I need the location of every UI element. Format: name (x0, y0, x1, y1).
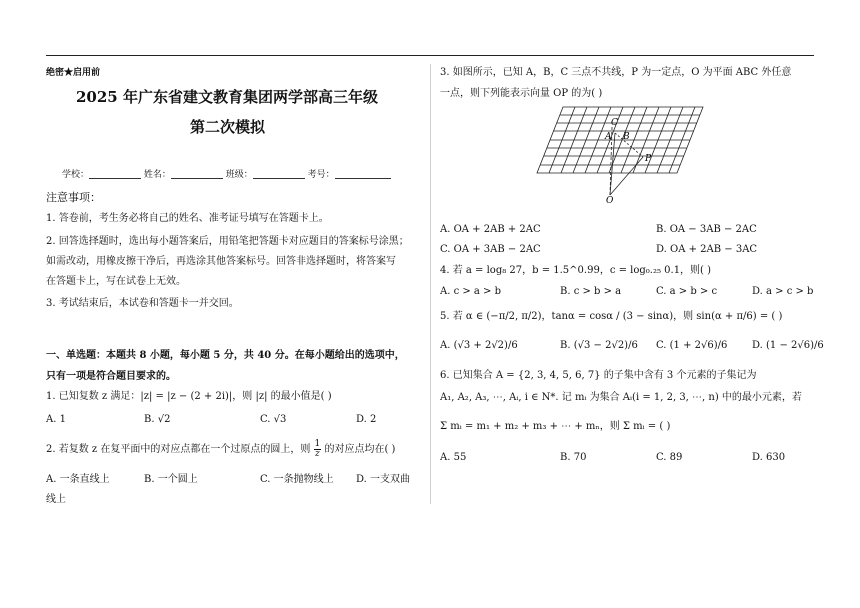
secret-label: 绝密★启用前 (46, 68, 101, 78)
q6-stem-sum: Σ mᵢ = m₁ + m₂ + m₃ + ⋯ + mₙ，则 Σ mᵢ = ( ) (440, 421, 671, 432)
q6-stem: 6. 已知集合 A = {2, 3, 4, 5, 6, 7} 的子集中含有 3 个元素的子集记为 (440, 370, 757, 381)
note-3: 3. 考试结束后，本试卷和答题卡一并交回。 (46, 298, 239, 309)
q5-stem: 5. 若 α ∈ (−π/2, π/2)，tanα = cosα / (3 − sinα)，则 sin(α + π/6) = ( ) (440, 311, 783, 322)
note-2-cont: 如需改动，用橡皮擦干净后，再选涂其他答案标号。回答非选择题时，将答案写 (46, 256, 396, 267)
q3-stem-cont: 一点，则下列能表示向量 OP 的为( ) (440, 88, 603, 99)
note-2-end: 在答题卡上，写在试卷上无效。 (46, 276, 186, 287)
info-line (62, 168, 391, 182)
column-divider (430, 64, 431, 504)
q3-option-d[interactable]: D. OA + 2AB − 3AC (656, 244, 758, 255)
note-1: 1. 答卷前，考生务必将自己的姓名、准考证号填写在答题卡上。 (46, 213, 329, 224)
q1-option-d[interactable]: D. 2 (356, 414, 377, 425)
label-o: O (606, 196, 614, 205)
q6-stem-cont: A₁, A₂, A₃, ⋯, Aᵢ, i ∈ N*. 记 mᵢ 为集合 Aᵢ(i = 1, 2, 3, ⋯, n) 中的最小元素，若 (440, 392, 802, 403)
q2-option-a[interactable]: A. 一条直线上 (46, 474, 110, 485)
q2-frac-num: 1 (314, 439, 321, 449)
q4-option-c[interactable]: C. a > b > c (656, 286, 718, 297)
q2-option-c[interactable]: C. 一条抛物线上 (260, 474, 334, 485)
q6-option-c[interactable]: C. 89 (656, 452, 683, 463)
q4-option-d[interactable]: D. a > c > b (752, 286, 814, 297)
q5-option-d[interactable]: D. (1 − 2√6)/6 (752, 340, 824, 351)
name-blank[interactable] (171, 168, 223, 179)
q6-option-a[interactable]: A. 55 (440, 452, 467, 463)
notes-title: 注意事项： (46, 191, 101, 204)
school-label: 学校： (62, 170, 90, 180)
q2-stem-end: 的对应点均在( ) (324, 444, 396, 455)
examno-blank[interactable] (335, 168, 391, 179)
examno-label: 考号： (307, 170, 335, 180)
name-label: 姓名： (143, 170, 171, 180)
q3-stem: 3. 如图所示，已知 A，B，C 三点不共线，P 为一定点，O 为平面 ABC 外任意 (440, 67, 792, 78)
q5-option-c[interactable]: C. (1 + 2√6)/6 (656, 340, 728, 351)
q2-option-d-cont: 线上 (46, 494, 66, 505)
exam-title: 2025 年广东省建文教育集团两学部高三年级 (76, 88, 378, 106)
q4-option-a[interactable]: A. c > a > b (440, 286, 502, 297)
q1-option-c[interactable]: C. √3 (260, 414, 287, 425)
school-blank[interactable] (89, 168, 141, 179)
class-blank[interactable] (253, 168, 305, 179)
class-label: 班级： (225, 170, 253, 180)
q2-option-b[interactable]: B. 一个圆上 (144, 474, 198, 485)
q2-stem-start: 2. 若复数 z 在复平面中的对应点都在一个过原点的圆上，则 (46, 444, 311, 455)
note-2: 2. 回答选择题时，选出每小题答案后，用铅笔把答题卡对应题目的答案标号涂黑； (46, 236, 409, 247)
label-p: P (645, 154, 652, 164)
label-c: C (611, 118, 618, 128)
q6-option-b[interactable]: B. 70 (560, 452, 587, 463)
q3-option-a[interactable]: A. OA + 2AB + 2AC (440, 224, 541, 235)
plane-grid (537, 107, 703, 173)
label-b: B (623, 132, 630, 142)
plane-figure (535, 105, 705, 205)
q1-option-b[interactable]: B. √2 (144, 414, 171, 425)
q5-option-b[interactable]: B. (√3 − 2√2)/6 (560, 340, 638, 351)
q2-frac-den: z (315, 449, 320, 459)
q4-option-b[interactable]: B. c > b > a (560, 286, 622, 297)
label-a: A (605, 132, 612, 142)
q5-option-a[interactable]: A. (√3 + 2√2)/6 (440, 340, 518, 351)
q1-stem: 1. 已知复数 z 满足：|z| = |z − (2 + 2i)|，则 |z| 的最小值是( ) (46, 391, 332, 402)
q2-option-d[interactable]: D. 一支双曲 (356, 474, 411, 485)
exam-subtitle: 第二次模拟 (190, 118, 266, 136)
q3-option-c[interactable]: C. OA + 3AB − 2AC (440, 244, 541, 255)
q1-option-a[interactable]: A. 1 (46, 414, 66, 425)
q2-stem (46, 440, 395, 459)
q6-option-d[interactable]: D. 630 (752, 452, 786, 463)
q4-stem: 4. 若 a = log₈ 27，b = 1.5^0.99，c = log₀.₂₅ 0.1，则( ) (440, 265, 712, 276)
section-heading: 一、单选题：本题共 8 小题，每小题 5 分，共 40 分。在每小题给出的选项中， (46, 350, 405, 361)
top-rule (46, 55, 814, 56)
section-heading-cont: 只有一项是符合题目要求的。 (46, 371, 176, 382)
q2-fraction (314, 440, 322, 459)
q3-option-b[interactable]: B. OA − 3AB − 2AC (656, 224, 757, 235)
